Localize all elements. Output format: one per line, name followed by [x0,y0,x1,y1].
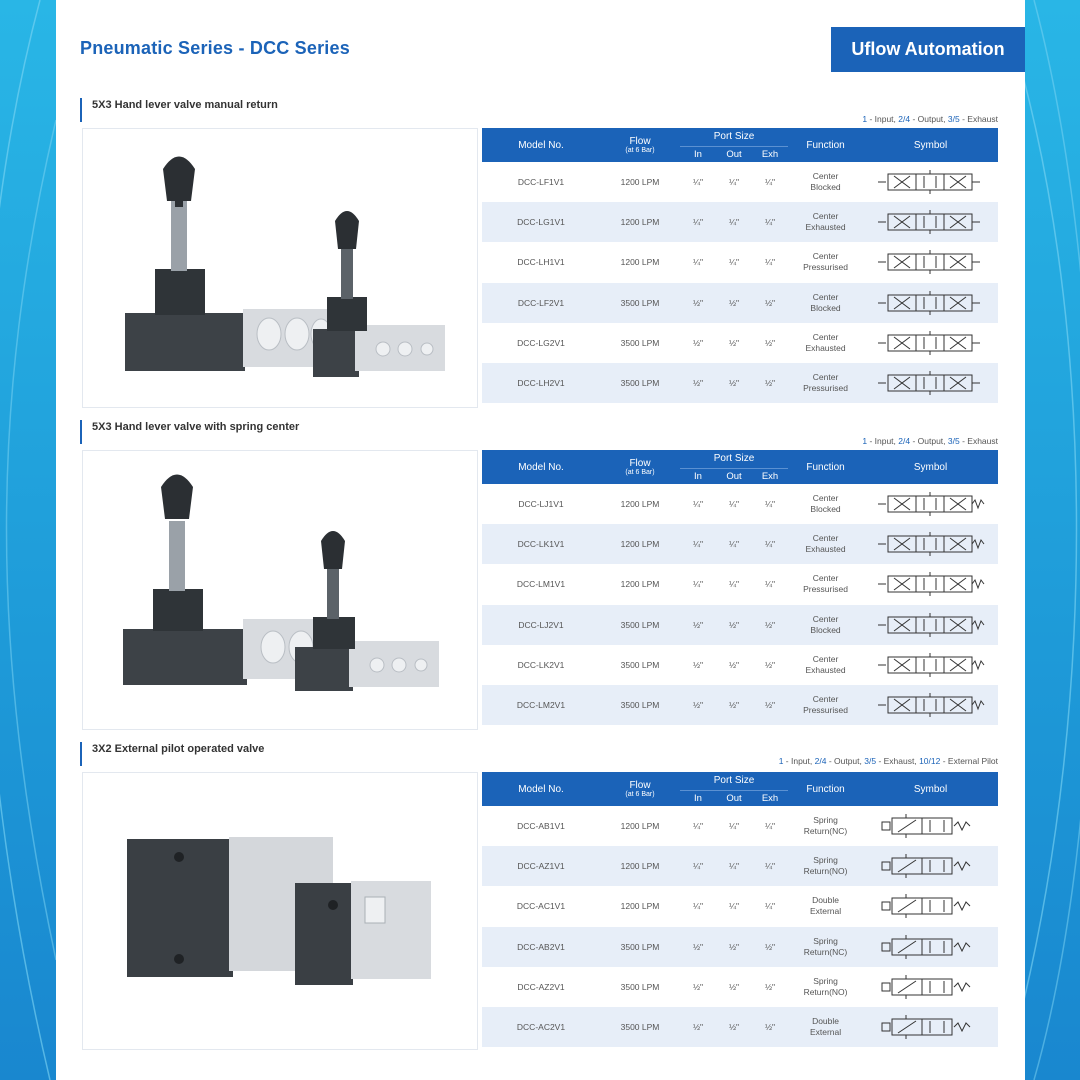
function-cell [788,162,863,202]
function-line: Double [812,1016,839,1027]
port-in-cell: ½" [680,605,716,645]
symbol-cell [863,605,998,645]
function-line: Center [812,533,839,544]
header-flow: Flow (at 6 Bar) [600,128,680,162]
function-cell [788,202,863,242]
valve-symbol-icon [876,974,986,1000]
header-model: Model No. [482,772,600,806]
function-line: External [809,1027,842,1038]
port-exh-cell: ½" [764,659,776,670]
port-in-cell: ¼" [692,499,704,510]
function-cell [788,363,863,403]
table-row [482,564,998,604]
table-row [482,323,998,363]
valve-symbol-icon [876,169,986,195]
port-in-cell: ½" [680,685,716,725]
port-out-cell: ½" [716,363,752,403]
port-out-cell: ¼" [728,901,740,912]
model-cell: DCC-LJ1V1 [518,499,564,510]
function-line: Spring [813,935,838,946]
header-flow: Flow (at 6 Bar) [600,450,680,484]
table-row [482,886,998,926]
function-cell [788,645,863,685]
valve-symbol-icon [876,330,986,356]
port-out-cell: ½" [728,981,740,992]
table-row [482,162,998,202]
port-in-cell: ¼" [692,821,704,832]
catalog-page [56,0,1025,1080]
port-exh-cell: ¼" [752,524,788,564]
function-line: Center [812,493,839,504]
table-row [482,967,998,1007]
port-legend: 1 - Input, 2/4 - Output, 3/5 - Exhaust, 10/12 - External Pilot [778,756,998,766]
valve-symbol-icon [876,1014,986,1040]
table-row [482,806,998,846]
valve-symbol-icon [876,934,986,960]
port-in-cell: ½" [692,981,704,992]
section-3x2-external-pilot [80,742,1000,1072]
valve-symbol-icon [876,853,986,879]
header-model: Model No. [482,128,600,162]
port-in-cell: ½" [680,363,716,403]
model-cell: DCC-LJ2V1 [482,605,600,645]
function-cell [788,806,863,846]
port-out-cell: ½" [728,659,740,670]
function-line: Return(NC) [803,826,848,837]
header-port-size: Port Size [680,128,788,146]
function-cell [788,524,863,564]
header-flow: Flow (at 6 Bar) [600,772,680,806]
table-row [482,685,998,725]
header-out: Out [716,790,752,806]
function-line: Blocked [810,182,841,193]
header-symbol: Symbol [863,128,998,162]
symbol-cell [863,363,998,403]
port-out-cell: ¼" [728,499,740,510]
port-in-cell: ¼" [692,257,704,268]
port-out-cell: ½" [716,605,752,645]
port-legend: 1 - Input, 2/4 - Output, 3/5 - Exhaust [862,114,998,124]
symbol-cell [863,927,998,967]
port-out-cell: ½" [716,1007,752,1047]
valve-symbol-icon [876,249,986,275]
flow-cell: 1200 LPM [620,177,660,188]
table-row [482,1007,998,1047]
hand-lever-valve-product-image [82,450,478,730]
symbol-cell [863,283,998,323]
function-line: Exhausted [805,664,846,675]
symbol-cell [863,806,998,846]
port-exh-cell: ½" [752,363,788,403]
model-cell: DCC-AB2V1 [482,927,600,967]
brand-banner: Uflow Automation [831,27,1025,72]
symbol-cell [863,242,998,282]
function-cell [788,484,863,524]
model-cell: DCC-LG2V1 [517,337,565,348]
section-title: 5X3 Hand lever valve with spring center [80,420,299,444]
function-cell [788,1007,863,1047]
function-line: Center [812,613,839,624]
function-line: Center [812,211,839,222]
function-cell [788,886,863,926]
function-line: Pressurised [803,262,848,273]
function-line: Center [812,694,839,705]
function-cell [788,605,863,645]
model-cell: DCC-AC1V1 [516,901,566,912]
right-background-strip [1024,0,1080,1080]
function-line: Spring [813,975,838,986]
model-cell: DCC-AC2V1 [482,1007,600,1047]
port-exh-cell: ½" [752,1007,788,1047]
port-in-cell: ¼" [692,901,704,912]
function-cell [788,967,863,1007]
model-cell: DCC-LH2V1 [482,363,600,403]
hand-lever-valve-product-image [82,128,478,408]
spec-table [482,128,998,403]
table-row [482,927,998,967]
port-in-cell: ¼" [680,846,716,886]
function-cell [788,685,863,725]
pilot-valve-product-image [82,772,478,1050]
port-exh-cell: ¼" [752,202,788,242]
port-in-cell: ½" [680,283,716,323]
spec-table [482,450,998,725]
function-line: External [809,906,842,917]
spec-table [482,772,998,1047]
flow-cell: 3500 LPM [600,927,680,967]
model-cell: DCC-AB1V1 [517,821,565,832]
port-out-cell: ¼" [716,524,752,564]
header-exh: Exh [752,146,788,162]
valve-symbol-icon [876,370,986,396]
flow-cell: 1200 LPM [620,821,660,832]
symbol-cell [863,967,998,1007]
symbol-cell [863,645,998,685]
port-out-cell: ¼" [716,846,752,886]
model-cell: DCC-LK1V1 [482,524,600,564]
header-exh: Exh [752,468,788,484]
header-symbol: Symbol [863,450,998,484]
port-exh-cell: ¼" [764,579,776,590]
function-cell [788,323,863,363]
port-out-cell: ¼" [728,257,740,268]
port-exh-cell: ½" [752,927,788,967]
table-row [482,605,998,645]
function-line: Center [812,653,839,664]
flow-cell: 1200 LPM [620,579,660,590]
port-out-cell: ½" [716,283,752,323]
table-row [482,524,998,564]
function-line: Exhausted [805,222,846,233]
function-line: Blocked [810,624,841,635]
port-exh-cell: ½" [764,337,776,348]
symbol-cell [863,162,998,202]
header-port-size: Port Size [680,450,788,468]
table-row [482,645,998,685]
header-in: In [680,468,716,484]
flow-cell: 3500 LPM [600,283,680,323]
model-cell: DCC-LM2V1 [482,685,600,725]
function-line: Center [812,171,839,182]
port-exh-cell: ¼" [764,177,776,188]
valve-symbol-icon [876,290,986,316]
flow-cell: 1200 LPM [600,202,680,242]
model-cell: DCC-AZ2V1 [517,981,565,992]
flow-cell: 3500 LPM [620,337,660,348]
function-line: Pressurised [803,383,848,394]
model-cell: DCC-LF1V1 [517,177,565,188]
model-cell: DCC-LG1V1 [482,202,600,242]
port-out-cell: ½" [716,927,752,967]
function-line: Center [812,291,839,302]
valve-symbol-icon [876,209,986,235]
symbol-cell [863,202,998,242]
flow-cell: 1200 LPM [620,257,660,268]
port-in-cell: ½" [680,1007,716,1047]
flow-cell: 1200 LPM [600,846,680,886]
port-exh-cell: ½" [752,605,788,645]
header-in: In [680,146,716,162]
header-function: Function [788,128,863,162]
left-background-strip [0,0,56,1080]
port-in-cell: ½" [692,659,704,670]
function-line: Exhausted [805,544,846,555]
port-out-cell: ¼" [716,202,752,242]
section-title: 3X2 External pilot operated valve [80,742,264,766]
port-in-cell: ¼" [680,524,716,564]
header-in: In [680,790,716,806]
page-title: Pneumatic Series - DCC Series [80,38,350,58]
valve-symbol-icon [876,531,986,557]
function-line: Center [812,331,839,342]
symbol-cell [863,886,998,926]
section-5x3-spring-center [80,420,1000,750]
function-line: Center [812,251,839,262]
symbol-cell [863,685,998,725]
port-exh-cell: ¼" [764,821,776,832]
flow-cell: 1200 LPM [600,524,680,564]
section-title: 5X3 Hand lever valve manual return [80,98,278,122]
header-out: Out [716,468,752,484]
function-cell [788,927,863,967]
port-exh-cell: ½" [764,981,776,992]
function-cell [788,242,863,282]
header-function: Function [788,772,863,806]
symbol-cell [863,846,998,886]
function-line: Return(NC) [803,946,848,957]
port-exh-cell: ¼" [764,901,776,912]
symbol-cell [863,524,998,564]
port-out-cell: ¼" [728,821,740,832]
function-line: Center [812,573,839,584]
valve-symbol-icon [876,893,986,919]
function-line: Return(NO) [803,986,848,997]
valve-symbol-icon [876,813,986,839]
flow-cell: 3500 LPM [620,659,660,670]
model-cell: DCC-LM1V1 [516,579,566,590]
port-in-cell: ½" [680,927,716,967]
flow-cell: 3500 LPM [600,685,680,725]
table-row [482,363,998,403]
valve-symbol-icon [876,612,986,638]
model-cell: DCC-AZ1V1 [482,846,600,886]
port-out-cell: ½" [728,337,740,348]
table-row [482,202,998,242]
header-function: Function [788,450,863,484]
port-out-cell: ¼" [728,177,740,188]
port-exh-cell: ¼" [764,499,776,510]
function-cell [788,283,863,323]
symbol-cell [863,564,998,604]
table-row [482,484,998,524]
function-line: Center [812,372,839,383]
symbol-cell [863,1007,998,1047]
function-line: Spring [813,855,838,866]
port-out-cell: ¼" [728,579,740,590]
function-cell [788,564,863,604]
model-cell: DCC-LK2V1 [517,659,565,670]
table-row [482,846,998,886]
header-model: Model No. [482,450,600,484]
valve-symbol-icon [876,692,986,718]
header-out: Out [716,146,752,162]
flow-cell: 3500 LPM [600,1007,680,1047]
port-in-cell: ¼" [692,177,704,188]
function-line: Spring [813,815,838,826]
valve-symbol-icon [876,491,986,517]
port-exh-cell: ½" [752,283,788,323]
function-line: Double [812,895,839,906]
function-line: Return(NO) [803,866,848,877]
function-line: Blocked [810,504,841,515]
function-line: Exhausted [805,342,846,353]
model-cell: DCC-LH1V1 [517,257,565,268]
valve-symbol-icon [876,652,986,678]
function-line: Pressurised [803,705,848,716]
port-exh-cell: ¼" [752,846,788,886]
port-in-cell: ¼" [680,202,716,242]
flow-cell: 3500 LPM [620,981,660,992]
function-line: Blocked [810,302,841,313]
flow-cell: 1200 LPM [620,499,660,510]
function-cell [788,846,863,886]
symbol-cell [863,323,998,363]
flow-cell: 1200 LPM [620,901,660,912]
port-out-cell: ½" [716,685,752,725]
port-in-cell: ½" [692,337,704,348]
function-line: Pressurised [803,584,848,595]
symbol-cell [863,484,998,524]
port-exh-cell: ½" [752,685,788,725]
port-legend: 1 - Input, 2/4 - Output, 3/5 - Exhaust [862,436,998,446]
table-row [482,283,998,323]
header-port-size: Port Size [680,772,788,790]
table-row [482,242,998,282]
port-exh-cell: ¼" [764,257,776,268]
port-in-cell: ¼" [692,579,704,590]
model-cell: DCC-LF2V1 [482,283,600,323]
section-5x3-manual-return [80,98,1000,428]
header-symbol: Symbol [863,772,998,806]
valve-symbol-icon [876,571,986,597]
flow-cell: 3500 LPM [600,605,680,645]
header-exh: Exh [752,790,788,806]
flow-cell: 3500 LPM [600,363,680,403]
